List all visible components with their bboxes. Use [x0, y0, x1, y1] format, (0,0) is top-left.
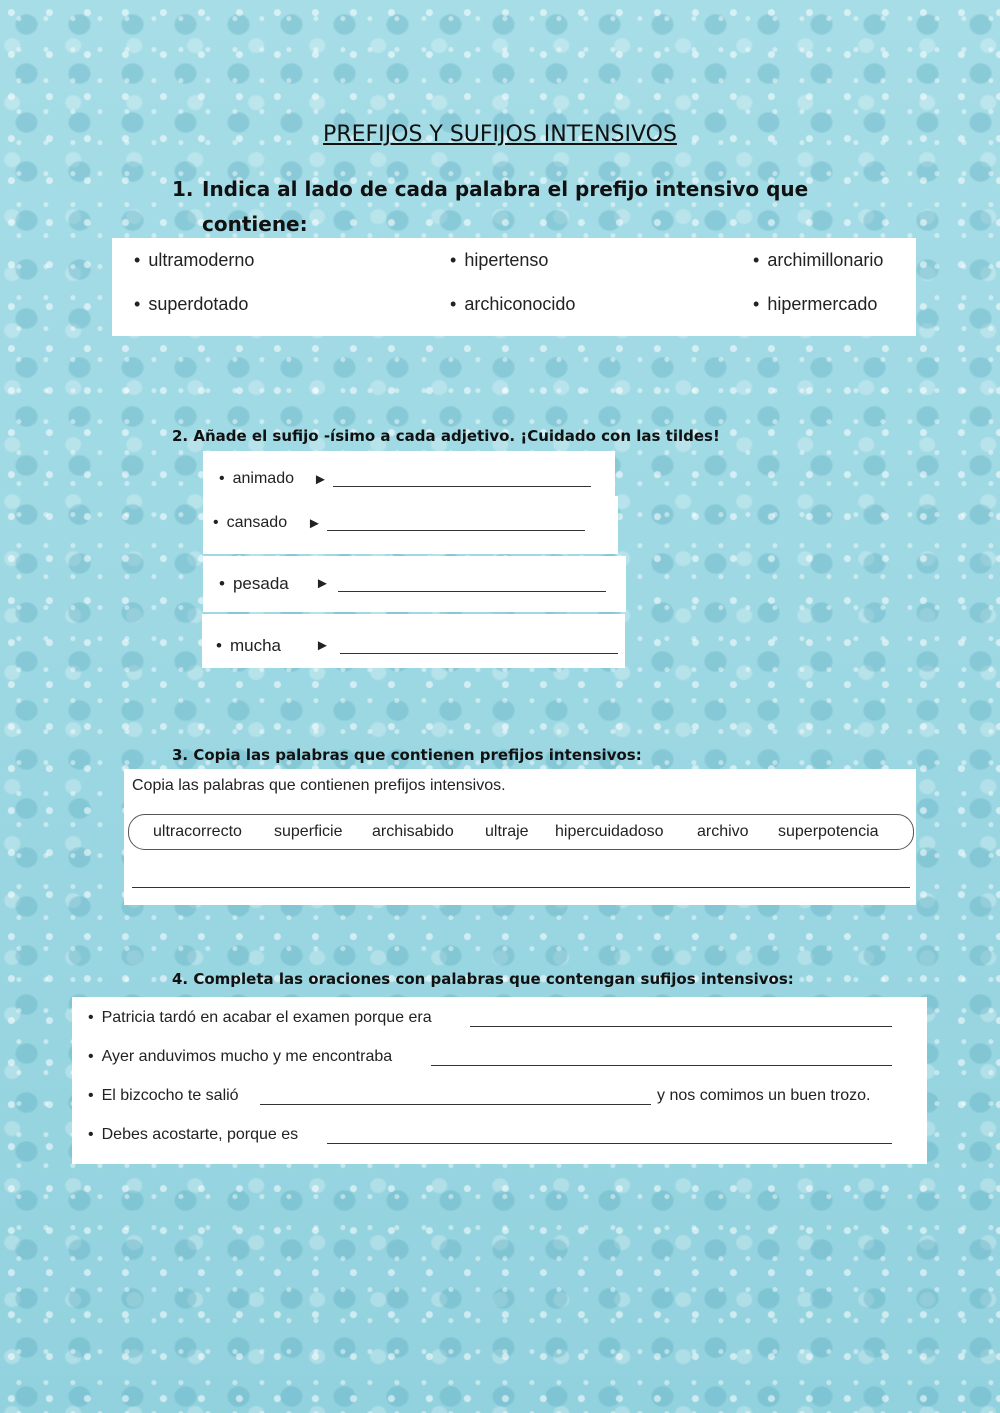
- word-chip: superpotencia: [778, 823, 879, 840]
- adjective-label: • pesada: [219, 574, 289, 594]
- answer-line[interactable]: [333, 486, 591, 487]
- answer-line[interactable]: [470, 1026, 892, 1027]
- word-chip: ultracorrecto: [153, 823, 242, 840]
- arrow-icon: ►: [315, 575, 330, 592]
- q2-row-cansado: [203, 496, 618, 554]
- word-item: • hipertenso: [450, 250, 548, 271]
- adjective-label: • animado: [219, 470, 294, 488]
- answer-line[interactable]: [338, 591, 606, 592]
- answer-line[interactable]: [340, 653, 618, 654]
- sentence-4: [88, 1126, 298, 1144]
- q2-row-animado: [203, 451, 615, 496]
- sentence-text: El bizcocho te salió: [101, 1087, 239, 1104]
- arrow-icon: ►: [313, 471, 328, 488]
- word-item: • hipermercado: [753, 294, 877, 315]
- adjective-label: • mucha: [216, 636, 281, 656]
- page-title: PREFIJOS Y SUFIJOS INTENSIVOS: [323, 122, 677, 147]
- word-chip: ultraje: [485, 823, 529, 840]
- question-2-prompt: 2. Añade el sufijo -ísimo a cada adjetivo. ¡Cuidado con las tildes!: [172, 427, 720, 445]
- bullet: •: [88, 1126, 94, 1143]
- answer-line[interactable]: [260, 1104, 651, 1105]
- arrow-icon: ►: [307, 515, 322, 532]
- sentence-text: Patricia tardó en acabar el examen porque era: [101, 1009, 432, 1026]
- question-1-word-box: [112, 238, 916, 336]
- question-4-prompt: 4. Completa las oraciones con palabras que contengan sufijos intensivos:: [172, 970, 794, 988]
- arrow-icon: ►: [315, 637, 330, 654]
- bullet: •: [88, 1048, 94, 1065]
- answer-line[interactable]: [132, 887, 910, 888]
- bullet: •: [88, 1009, 94, 1026]
- bullet: •: [88, 1087, 94, 1104]
- question-3-box: [124, 769, 916, 905]
- q2-row-pesada: [203, 556, 626, 612]
- question-1-text-line2: contiene:: [202, 212, 308, 236]
- sentence-3-end: y nos comimos un buen trozo.: [657, 1087, 871, 1104]
- question-3-card-heading: Copia las palabras que contienen prefijos intensivos.: [132, 777, 506, 794]
- question-1-prompt: [172, 172, 862, 242]
- word-item: • archiconocido: [450, 294, 575, 315]
- sentence-3: [88, 1087, 239, 1105]
- question-1-number: 1.: [172, 177, 194, 201]
- sentence-text: Debes acostarte, porque es: [101, 1126, 299, 1143]
- word-chip: archisabido: [372, 823, 454, 840]
- sentence-2: [88, 1048, 392, 1066]
- word-item: • archimillonario: [753, 250, 883, 271]
- q2-row-mucha: [202, 614, 625, 668]
- sentence-text: Ayer anduvimos mucho y me encontraba: [101, 1048, 393, 1065]
- word-item: • superdotado: [134, 294, 248, 315]
- word-chip: hipercuidadoso: [555, 823, 664, 840]
- answer-line[interactable]: [431, 1065, 892, 1066]
- word-item: • ultramoderno: [134, 250, 254, 271]
- word-chip: superficie: [274, 823, 343, 840]
- word-bank-pill: [128, 814, 914, 850]
- word-chip: archivo: [697, 823, 749, 840]
- answer-line[interactable]: [327, 1143, 892, 1144]
- question-4-box: [72, 997, 927, 1164]
- question-1-text-line1: Indica al lado de cada palabra el prefijo intensivo que: [202, 177, 809, 201]
- question-3-prompt: 3. Copia las palabras que contienen prefijos intensivos:: [172, 746, 642, 764]
- adjective-label: • cansado: [213, 514, 287, 532]
- answer-line[interactable]: [327, 530, 585, 531]
- sentence-1: [88, 1009, 432, 1027]
